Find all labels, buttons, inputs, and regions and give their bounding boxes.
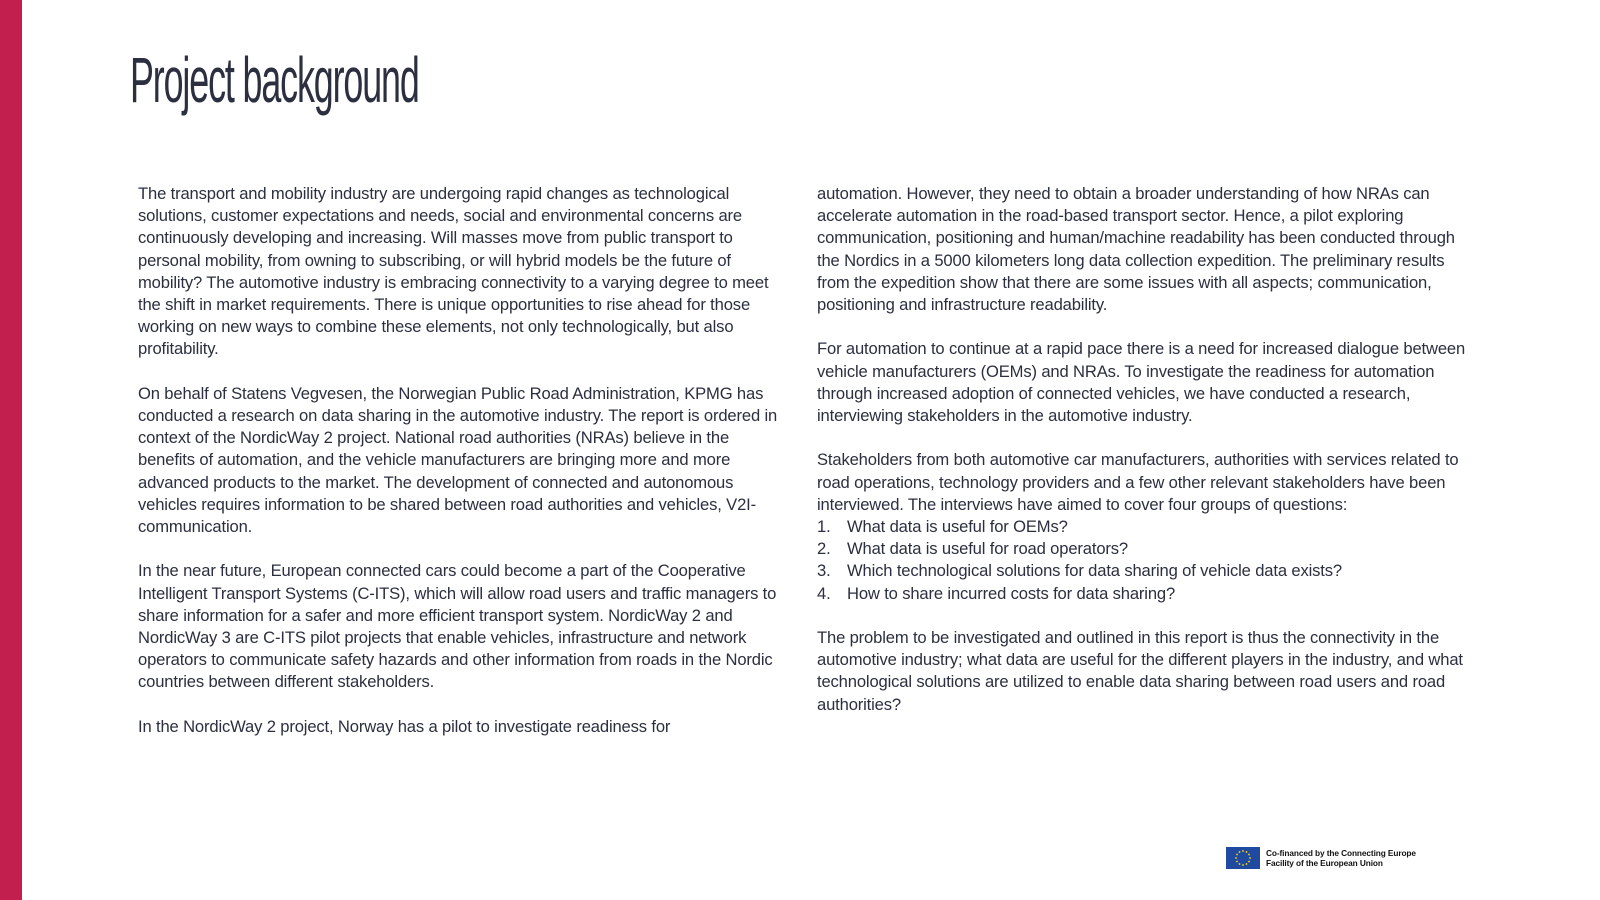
eu-flag-icon xyxy=(1226,847,1260,869)
question-item xyxy=(817,560,1467,582)
right-text-column xyxy=(817,183,1467,716)
paragraph-c-its: In the near future, European connected cars could become a part of the Cooperative Intelligent Transport Systems (C-ITS), which will allow road users and traffic managers to share information for a safer and more efficient transport system. NordicWay 2 and NordicWay 3 are C-ITS pilot projects that enable vehicles, infrastructure and network operators to communicate safety hazards and other information from roads in the Nordic countries between different stakeholders. xyxy=(138,561,777,692)
question-text: What data is useful for OEMs? xyxy=(847,517,1068,537)
paragraph-stakeholders: Stakeholders from both automotive car manufacturers, authorities with services related to road operations, technology providers and a few other relevant stakeholders have been interviewed. The interviews have aimed to cover four groups of questions: xyxy=(817,450,1459,514)
question-text: What data is useful for road operators? xyxy=(847,539,1129,559)
question-item xyxy=(817,583,1467,605)
question-item xyxy=(817,516,1467,538)
question-list xyxy=(817,516,1467,605)
question-number: 2. xyxy=(817,539,831,559)
paragraph-problem-statement: The problem to be investigated and outlined in this report is thus the connectivity in the automotive industry; what data are useful for the different players in the industry, and what technological solutions are utilized to enable data sharing between road users and road authorities? xyxy=(817,628,1463,714)
question-text: Which technological solutions for data sharing of vehicle data exists? xyxy=(847,561,1342,581)
question-number: 3. xyxy=(817,561,831,581)
paragraph-nordicway-pilot-start: In the NordicWay 2 project, Norway has a pilot to investigate readiness for xyxy=(138,716,671,736)
eu-funding-line-2: Facility of the European Union xyxy=(1266,858,1383,868)
paragraph-kpmg-research: On behalf of Statens Vegvesen, the Norwegian Public Road Administration, KPMG has conducted a research on data sharing in the automotive industry. The report is ordered in context of the NordicWay 2 project. National road authorities (NRAs) believe in the benefits of automation, and the vehicle manufacturers are bringing more and more advanced products to the market. The development of connected and autonomous vehicles requires information to be shared between road authorities and vehicles, V2I-communication. xyxy=(138,383,778,537)
question-number: 1. xyxy=(817,517,831,537)
eu-funding-line-1: Co-financed by the Connecting Europe xyxy=(1266,847,1416,858)
eu-funding-footer xyxy=(1226,847,1416,869)
question-text: How to share incurred costs for data sharing? xyxy=(847,583,1176,603)
question-item xyxy=(817,538,1467,560)
left-text-column xyxy=(138,183,778,738)
question-number: 4. xyxy=(817,583,831,603)
paragraph-dialogue-oems: For automation to continue at a rapid pace there is a need for increased dialogue between vehicle manufacturers (OEMs) and NRAs. To investigate the readiness for automation through increased adoption of connected vehicles, we have conducted a research, interviewing stakeholders in the automotive industry. xyxy=(817,339,1466,426)
paragraph-industry-changes: The transport and mobility industry are undergoing rapid changes as technological solutions, customer expectations and needs, social and environmental concerns are continuously developing and increasing. Will masses move from public transport to personal mobility, from owning to subscribing, or will hybrid models be the future of mobility? The automotive industry is embracing connectivity to a varying degree to meet the shift in market requirements. There is unique opportunities to rise ahead for those working on new ways to combine these elements, not only technologically, but also profitability. xyxy=(138,184,769,359)
eu-funding-text xyxy=(1266,848,1416,869)
accent-bar xyxy=(0,0,22,900)
paragraph-nordicway-pilot-cont: automation. However, they need to obtain a broader understanding of how NRAs can accelerate automation in the road-based transport sector. Hence, a pilot exploring communication, positioning and human/machine readability has been conducted through the Nordics in a 5000 kilometers long data collection expedition. The preliminary results from the expedition show that there are some issues with all aspects; communication, positioning and infrastructure readability. xyxy=(817,184,1455,315)
page-title: Project background xyxy=(130,44,419,116)
